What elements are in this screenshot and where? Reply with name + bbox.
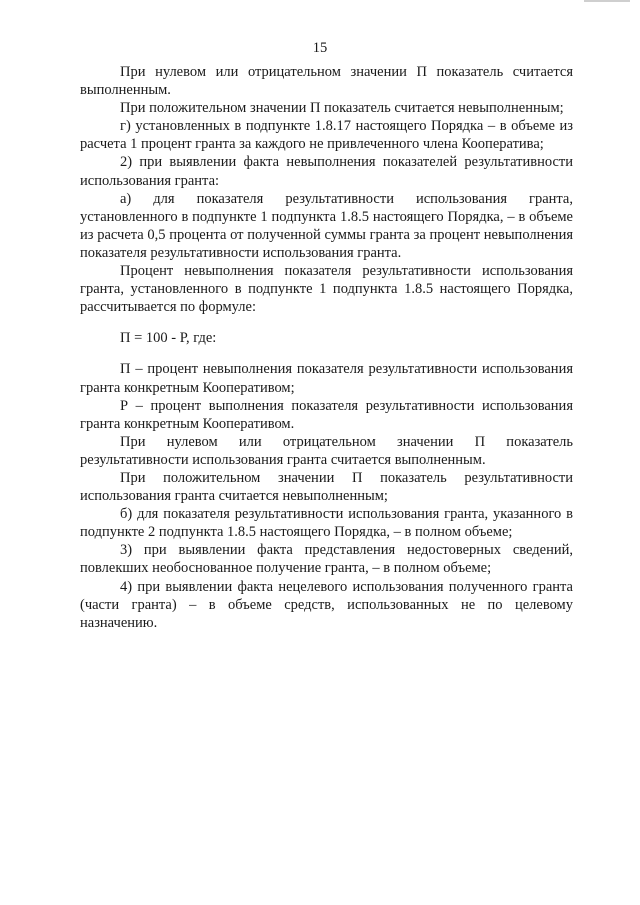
paragraph-zero-negative-value: При нулевом или отрицательном значении П показатель считается выполненным. bbox=[80, 64, 573, 99]
paragraph-positive-value: При положительном значении П показатель считается невыполненным; bbox=[120, 100, 564, 117]
paragraph-zero-negative-value-2: При нулевом или отрицательном значении П показатель результативности использования гранта считается выполненным. bbox=[80, 433, 573, 468]
paragraph-item-a: а) для показателя результативности использования гранта, установленного в подпункте 1 подпункта 1.8.5 настоящего Порядка, – в объеме из расчета 0,5 процента от полученной суммы гранта за процент невыполнения показателя результативности использования гранта. bbox=[80, 190, 573, 261]
formula: П = 100 - Р, где: bbox=[120, 330, 217, 347]
page-number: 15 bbox=[312, 40, 328, 56]
paragraph-definition-r: Р – процент выполнения показателя результативности использования гранта конкретным Кооперативом. bbox=[80, 397, 573, 432]
document-body bbox=[80, 63, 573, 632]
paragraph-item-2: 2) при выявлении факта невыполнения показателей результативности использования гранта: bbox=[80, 154, 573, 189]
paragraph-item-3: 3) при выявлении факта представления недостоверных сведений, повлекших необоснованное получение гранта, – в полном объеме; bbox=[80, 542, 573, 577]
paragraph-item-b: б) для показателя результативности использования гранта, указанного в подпункте 2 подпункта 1.8.5 настоящего Порядка, – в полном объеме; bbox=[80, 506, 573, 541]
scan-edge-mark bbox=[584, 0, 630, 2]
paragraph-definition-p: П – процент невыполнения показателя результативности использования гранта конкретным Кооперативом; bbox=[80, 361, 573, 396]
paragraph-item-4: 4) при выявлении факта нецелевого использования полученного гранта (части гранта) – в объеме средств, использованных не по целевому назначению. bbox=[80, 578, 573, 631]
paragraph-item-g: г) установленных в подпункте 1.8.17 настоящего Порядка – в объеме из расчета 1 процент гранта за каждого не привлеченного члена Кооператива; bbox=[80, 118, 573, 153]
paragraph-formula-intro: Процент невыполнения показателя результативности использования гранта, установленного в подпункте 1 подпункта 1.8.5 настоящего Порядка, рассчитывается по формуле: bbox=[80, 263, 573, 316]
paragraph-positive-value-2: При положительном значении П показатель результативности использования гранта считается невыполненным; bbox=[80, 469, 573, 505]
